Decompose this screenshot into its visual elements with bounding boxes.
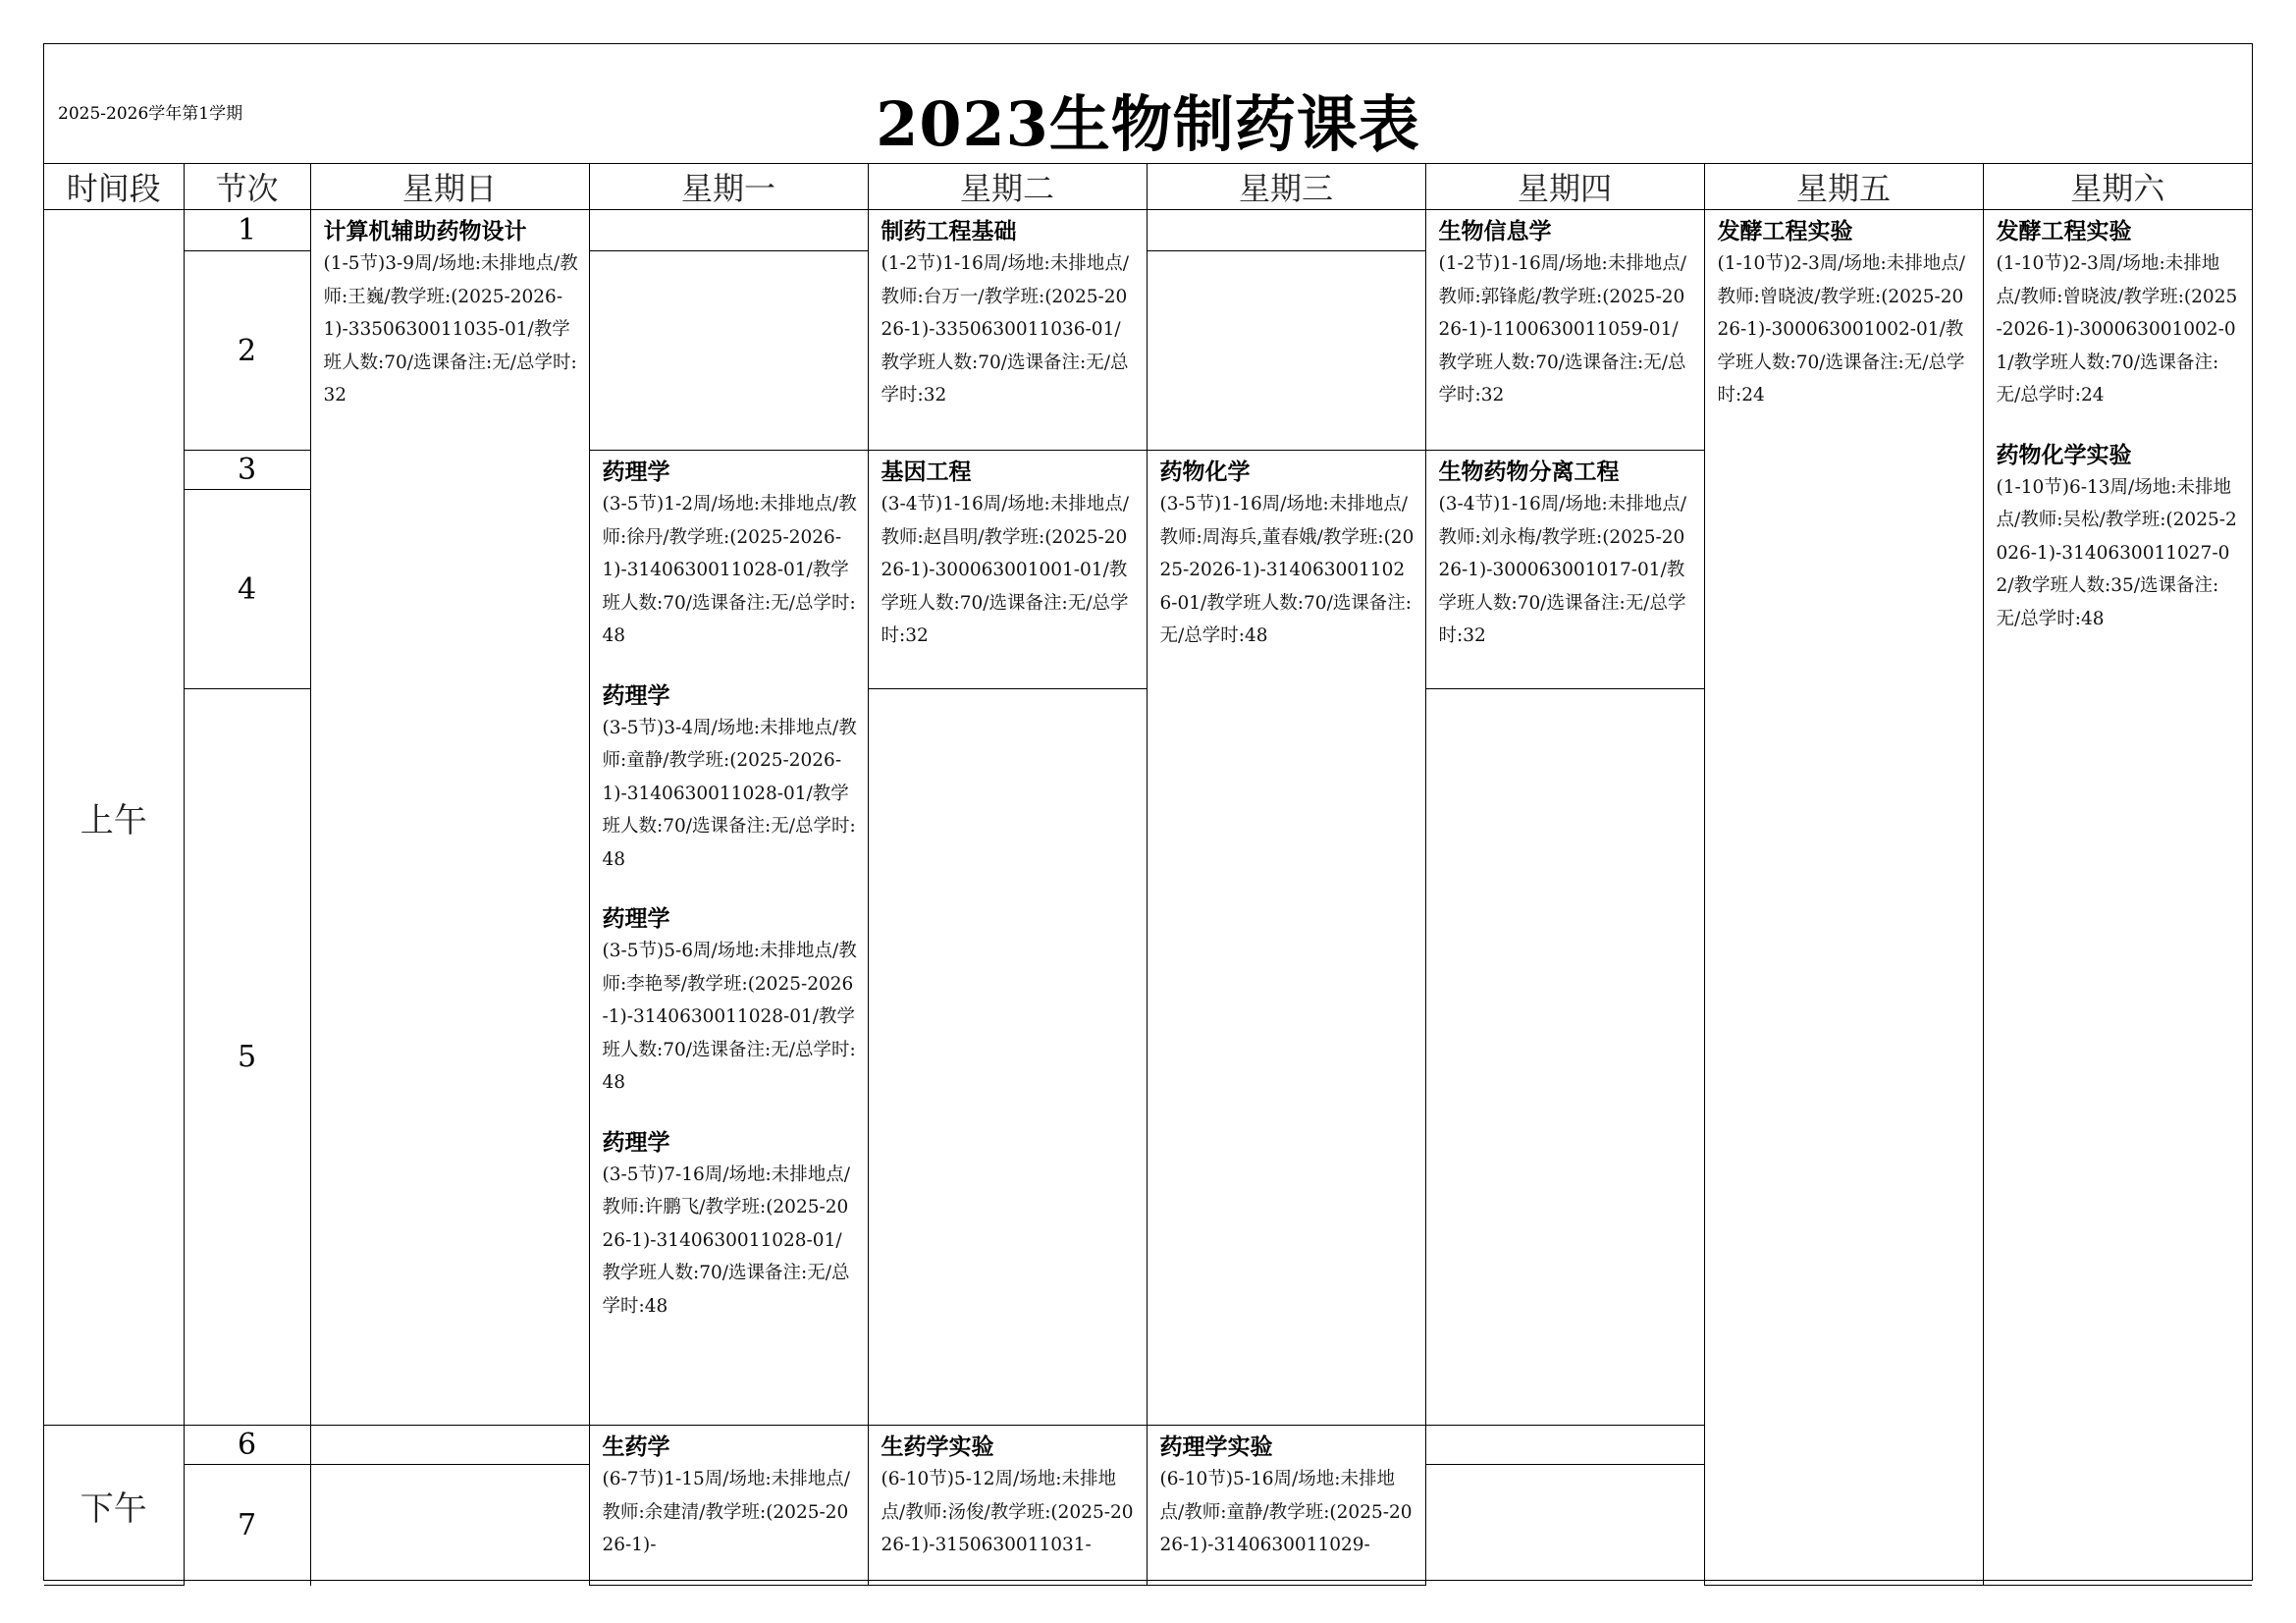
course-detail: (3-5节)1-2周/场地:未排地点/教师:徐丹/教学班:(2025-2026-1)-3140630011028-01/教学班人数:70/选课备注:无/总学时:48 [602,494,857,646]
empty-cell-mon-2 [589,251,868,451]
course-cell-thu-3[interactable] [1425,451,1704,689]
course-name: 生物药物分离工程 [1438,460,1620,485]
slot-6: 6 [184,1426,310,1465]
course-entry [869,1426,1147,1562]
course-cell-thu-1[interactable] [1425,210,1704,451]
course-detail: (6-7节)1-15周/场地:未排地点/教师:余建清/教学班:(2025-2026-1)- [602,1469,850,1555]
course-detail: (3-4节)1-16周/场地:未排地点/教师:刘永梅/教学班:(2025-2026-1)-300063001017-01/教学班人数:70/选课备注:无/总学时:32 [1438,494,1686,646]
slot-7: 7 [184,1465,310,1586]
course-entry [1984,434,2253,636]
course-entry [311,210,589,412]
course-entry [1148,1426,1425,1562]
header-friday: 星期五 [1704,164,1983,210]
course-entry [590,451,868,653]
course-detail: (3-4节)1-16周/场地:未排地点/教师:赵昌明/教学班:(2025-2026-1)-300063001001-01/教学班人数:70/选课备注:无/总学时:32 [881,494,1129,646]
course-name: 制药工程基础 [881,219,1017,244]
course-cell-sat-1[interactable] [1983,210,2252,1586]
course-detail: (1-10节)2-3周/场地:未排地点/教师:曾晓波/教学班:(2025-2026-1)-300063001002-01/教学班人数:70/选课备注:无/总学时:24 [1717,253,1965,406]
course-detail: (6-10节)5-16周/场地:未排地点/教师:童静/教学班:(2025-2026-1)-3140630011029- [1159,1469,1413,1555]
course-name: 药理学实验 [1159,1434,1273,1460]
course-entry [869,451,1147,653]
slot-4: 4 [184,490,310,689]
semester-label: 2025-2026学年第1学期 [58,104,243,124]
course-name: 发酵工程实验 [1717,219,1853,244]
header-monday: 星期一 [589,164,868,210]
page-title: 2023生物制药课表 [876,88,1420,160]
empty-cell-wed-1 [1147,210,1425,251]
course-name: 生物信息学 [1438,219,1552,244]
course-name: 药物化学 [1159,460,1251,485]
header-slot: 节次 [184,164,310,210]
course-detail: (1-2节)1-16周/场地:未排地点/教师:郭锋彪/教学班:(2025-2026-1)-1100630011059-01/教学班人数:70/选课备注:无/总学时:32 [1438,253,1686,406]
course-detail: (6-10节)5-12周/场地:未排地点/教师:汤俊/教学班:(2025-2026-1)-3150630011031- [881,1469,1134,1555]
slot-2: 2 [184,251,310,451]
header-tuesday: 星期二 [868,164,1147,210]
course-entry [590,897,868,1100]
course-name: 药物化学实验 [1996,442,2132,468]
course-name: 药理学 [602,1129,670,1156]
course-name: 生药学实验 [881,1434,994,1460]
course-entry [590,1121,868,1324]
course-name: 发酵工程实验 [1996,219,2132,244]
period-afternoon: 下午 [44,1426,184,1586]
empty-cell-thu-6 [1425,1426,1704,1465]
empty-cell-sun-6 [310,1426,589,1465]
course-name: 药理学 [602,906,670,932]
course-detail: (1-10节)2-3周/场地:未排地点/教师:曾晓波/教学班:(2025-2026-1)-300063001002-01/教学班人数:70/选课备注:无/总学时:24 [1996,253,2238,406]
empty-cell-thu-5 [1425,689,1704,1426]
course-name: 生药学 [602,1434,670,1460]
course-cell-tue-1[interactable] [868,210,1147,451]
course-entry [1426,210,1704,412]
header-wednesday: 星期三 [1147,164,1425,210]
period-morning: 上午 [44,210,184,1426]
empty-cell-wed-2 [1147,251,1425,451]
empty-cell-thu-7 [1425,1465,1704,1586]
course-cell-fri-1[interactable] [1704,210,1983,1586]
course-detail: (3-5节)1-16周/场地:未排地点/教师:周海兵,董春娥/教学班:(2025-2026-1)-3140630011026-01/教学班人数:70/选课备注:无/总学时:48 [1159,494,1415,646]
course-entry [1148,451,1425,653]
course-cell-tue-6[interactable] [868,1426,1147,1586]
course-entry [869,210,1147,412]
course-name: 药理学 [602,682,670,709]
course-name: 基因工程 [881,460,972,485]
course-entry [1426,451,1704,653]
slot-1: 1 [184,210,310,251]
course-detail: (1-10节)6-13周/场地:未排地点/教师:吴松/教学班:(2025-2026-1)-3140630011027-02/教学班人数:35/选课备注:无/总学时:48 [1996,476,2237,629]
empty-cell-sun-7 [310,1465,589,1586]
course-detail: (1-2节)1-16周/场地:未排地点/教师:台万一/教学班:(2025-2026-1)-3350630011036-01/教学班人数:70/选课备注:无/总学时:32 [881,253,1129,406]
course-cell-mon-6[interactable] [589,1426,868,1586]
course-name: 计算机辅助药物设计 [323,219,527,244]
timetable-sheet [43,43,2253,1581]
header-saturday: 星期六 [1983,164,2252,210]
timetable-grid [44,164,2252,1586]
slot-5: 5 [184,689,310,1426]
slot-3: 3 [184,451,310,490]
course-detail: (1-5节)3-9周/场地:未排地点/教师:王巍/教学班:(2025-2026-1)-3350630011035-01/教学班人数:70/选课备注:无/总学时:32 [323,253,578,406]
course-detail: (3-5节)7-16周/场地:未排地点/教师:许鹏飞/教学班:(2025-2026-1)-3140630011028-01/教学班人数:70/选课备注:无/总学时:48 [602,1163,850,1317]
course-name: 药理学 [602,460,670,485]
course-entry [590,1426,868,1562]
course-cell-wed-3[interactable] [1147,451,1425,1426]
course-entry [1984,210,2253,412]
empty-cell-tue-5 [868,689,1147,1426]
course-entry [1705,210,1983,412]
header-thursday: 星期四 [1425,164,1704,210]
course-cell-tue-3[interactable] [868,451,1147,689]
empty-cell-mon-1 [589,210,868,251]
course-detail: (3-5节)3-4周/场地:未排地点/教师:童静/教学班:(2025-2026-1)-3140630011028-01/教学班人数:70/选课备注:无/总学时:48 [602,717,857,870]
header-time-period: 时间段 [44,164,184,210]
course-cell-wed-6[interactable] [1147,1426,1425,1586]
header-sunday: 星期日 [310,164,589,210]
course-cell-mon-3[interactable] [589,451,868,1426]
course-cell-sun-1[interactable] [310,210,589,1426]
course-detail: (3-5节)5-6周/场地:未排地点/教师:李艳琴/教学班:(2025-2026-1)-3140630011028-01/教学班人数:70/选课备注:无/总学时:48 [602,941,857,1093]
course-entry [590,675,868,877]
